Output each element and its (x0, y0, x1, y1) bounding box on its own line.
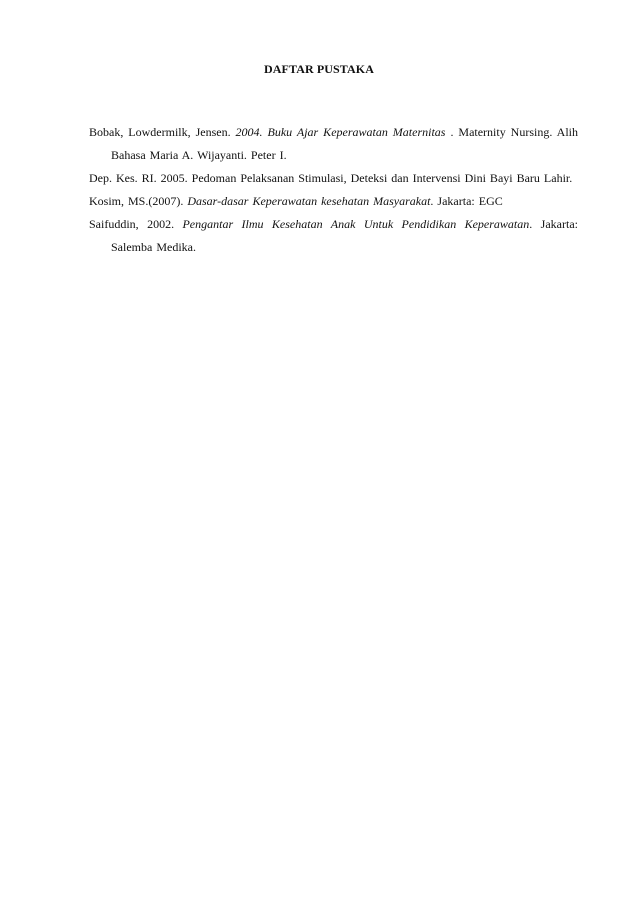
reference-item (89, 213, 578, 259)
reference-text: . Maternity Nursing. Alih Bahasa Maria A. Wijayanti. Peter I. (111, 125, 578, 162)
reference-italic-text: Dasar-dasar Keperawatan kesehatan Masyarakat (187, 194, 431, 208)
page-title: DAFTAR PUSTAKA (264, 62, 374, 76)
reference-list (89, 121, 578, 259)
reference-item (89, 167, 578, 190)
reference-item (89, 121, 578, 167)
reference-text: . Jakarta: Salemba Medika. (111, 217, 578, 254)
reference-italic-text: 2004. Buku Ajar Keperawatan Maternitas (235, 125, 446, 139)
reference-text: . Jakarta: EGC (430, 194, 503, 208)
reference-text: Saifuddin, 2002. (89, 217, 183, 231)
reference-item (89, 190, 578, 213)
reference-text: Kosim, MS.(2007). (89, 194, 188, 208)
reference-italic-text: Pengantar Ilmu Kesehatan Anak Untuk Pendidikan Keperawatan (182, 217, 530, 231)
reference-text: Dep. Kes. RI. 2005. Pedoman Pelaksanan Stimulasi, Deteksi dan Intervensi Dini Bayi Baru Lahir. (89, 171, 573, 185)
reference-text: Bobak, Lowdermilk, Jensen. (89, 125, 236, 139)
